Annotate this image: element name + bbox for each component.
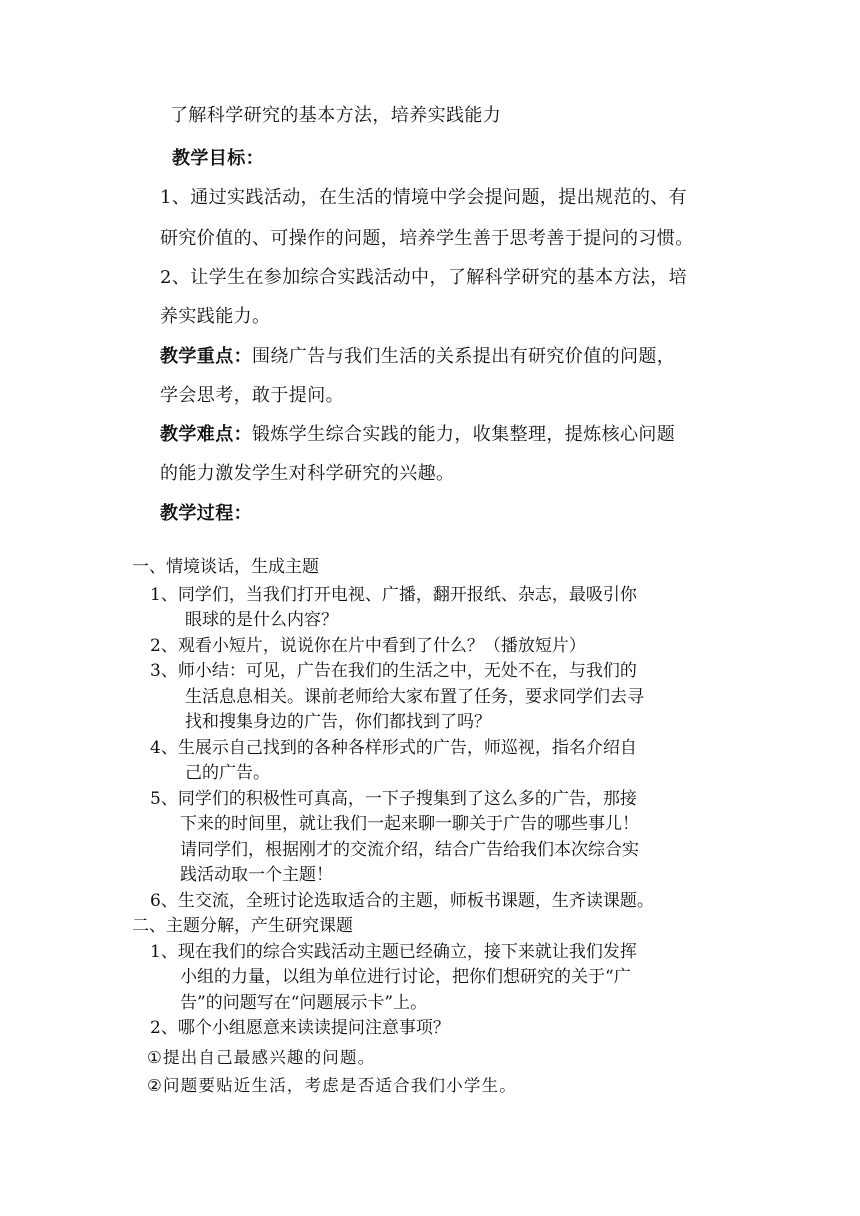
difficulty-text-1: 锻炼学生综合实践的能力，收集整理，提炼核心问题 — [252, 424, 676, 445]
section-1-line: 2、观看小短片，说说你在片中看到了什么？（播放短片） — [150, 636, 586, 656]
section-1-line: 4、生展示自己找到的各种各样形式的广告，师巡视，指名介绍自 — [150, 738, 637, 758]
section-2-line: 告”的问题写在“问题展示卡”上。 — [180, 993, 428, 1013]
difficulty-text-2: 的能力激发学生对科学研究的兴趣。 — [160, 463, 455, 484]
objective-2-line-1: 2、让学生在参加综合实践活动中，了解科学研究的基本方法，培 — [160, 267, 688, 288]
section-2-line: 2、哪个小组愿意来读读提问注意事项？ — [150, 1018, 450, 1038]
section-1-line: 找和搜集身边的广告，你们都找到了吗？ — [185, 712, 491, 732]
difficulty — [160, 423, 675, 447]
key-point-label: 教学重点： — [160, 346, 252, 367]
section-1-line: 己的广告。 — [185, 763, 270, 783]
process-heading: 教学过程： — [160, 503, 252, 524]
section-2-title: 二、主题分解，产生研究课题 — [132, 916, 353, 936]
section-1-line: 5、同学们的积极性可真高，一下子搜集到了这么多的广告，那接 — [150, 789, 637, 809]
section-1-title: 一、情境谈话，生成主题 — [132, 557, 319, 577]
section-1-line: 下来的时间里，就让我们一起来聊一聊关于广告的哪些事儿！ — [180, 814, 639, 834]
section-1-line: 6、生交流，全班讨论选取适合的主题，师板书课题，生齐读课题。 — [150, 891, 654, 911]
intro-line: 了解科学研究的基本方法，培养实践能力 — [170, 105, 502, 126]
objective-2-line-2: 养实践能力。 — [160, 306, 271, 327]
section-1-line: 请同学们，根据刚才的交流介绍，结合广告给我们本次综合实 — [180, 840, 639, 860]
key-point-text-2: 学会思考，敢于提问。 — [160, 385, 344, 406]
difficulty-label: 教学难点： — [160, 424, 252, 445]
key-point-text-1: 围绕广告与我们生活的关系提出有研究价值的问题， — [252, 346, 676, 367]
objective-1-line-2: 研究价值的、可操作的问题，培养学生善于思考善于提问的习惯。 — [160, 228, 694, 249]
section-2-line: 1、现在我们的综合实践活动主题已经确立，接下来就让我们发挥 — [150, 942, 637, 962]
section-1-line: 1、同学们，当我们打开电视、广播，翻开报纸、杂志，最吸引你 — [150, 585, 637, 605]
section-1-line: 眼球的是什么内容？ — [185, 610, 338, 630]
section-2-note: ①提出自己最感兴趣的问题。 — [147, 1048, 376, 1067]
section-2-note: ②问题要贴近生活，考虑是否适合我们小学生。 — [147, 1076, 517, 1095]
objectives-heading: 教学目标： — [172, 148, 264, 169]
objective-1-line-1: 1、通过实践活动，在生活的情境中学会提问题，提出规范的、有 — [160, 187, 688, 208]
key-point — [160, 345, 675, 369]
section-1-line: 践活动取一个主题！ — [180, 865, 333, 885]
section-1-line: 生活息息相关。课前老师给大家布置了任务，要求同学们去寻 — [185, 687, 644, 707]
section-2-line: 小组的力量，以组为单位进行讨论，把你们想研究的关于“广 — [180, 967, 631, 987]
section-1-line: 3、师小结：可见，广告在我们的生活之中，无处不在，与我们的 — [150, 661, 637, 681]
